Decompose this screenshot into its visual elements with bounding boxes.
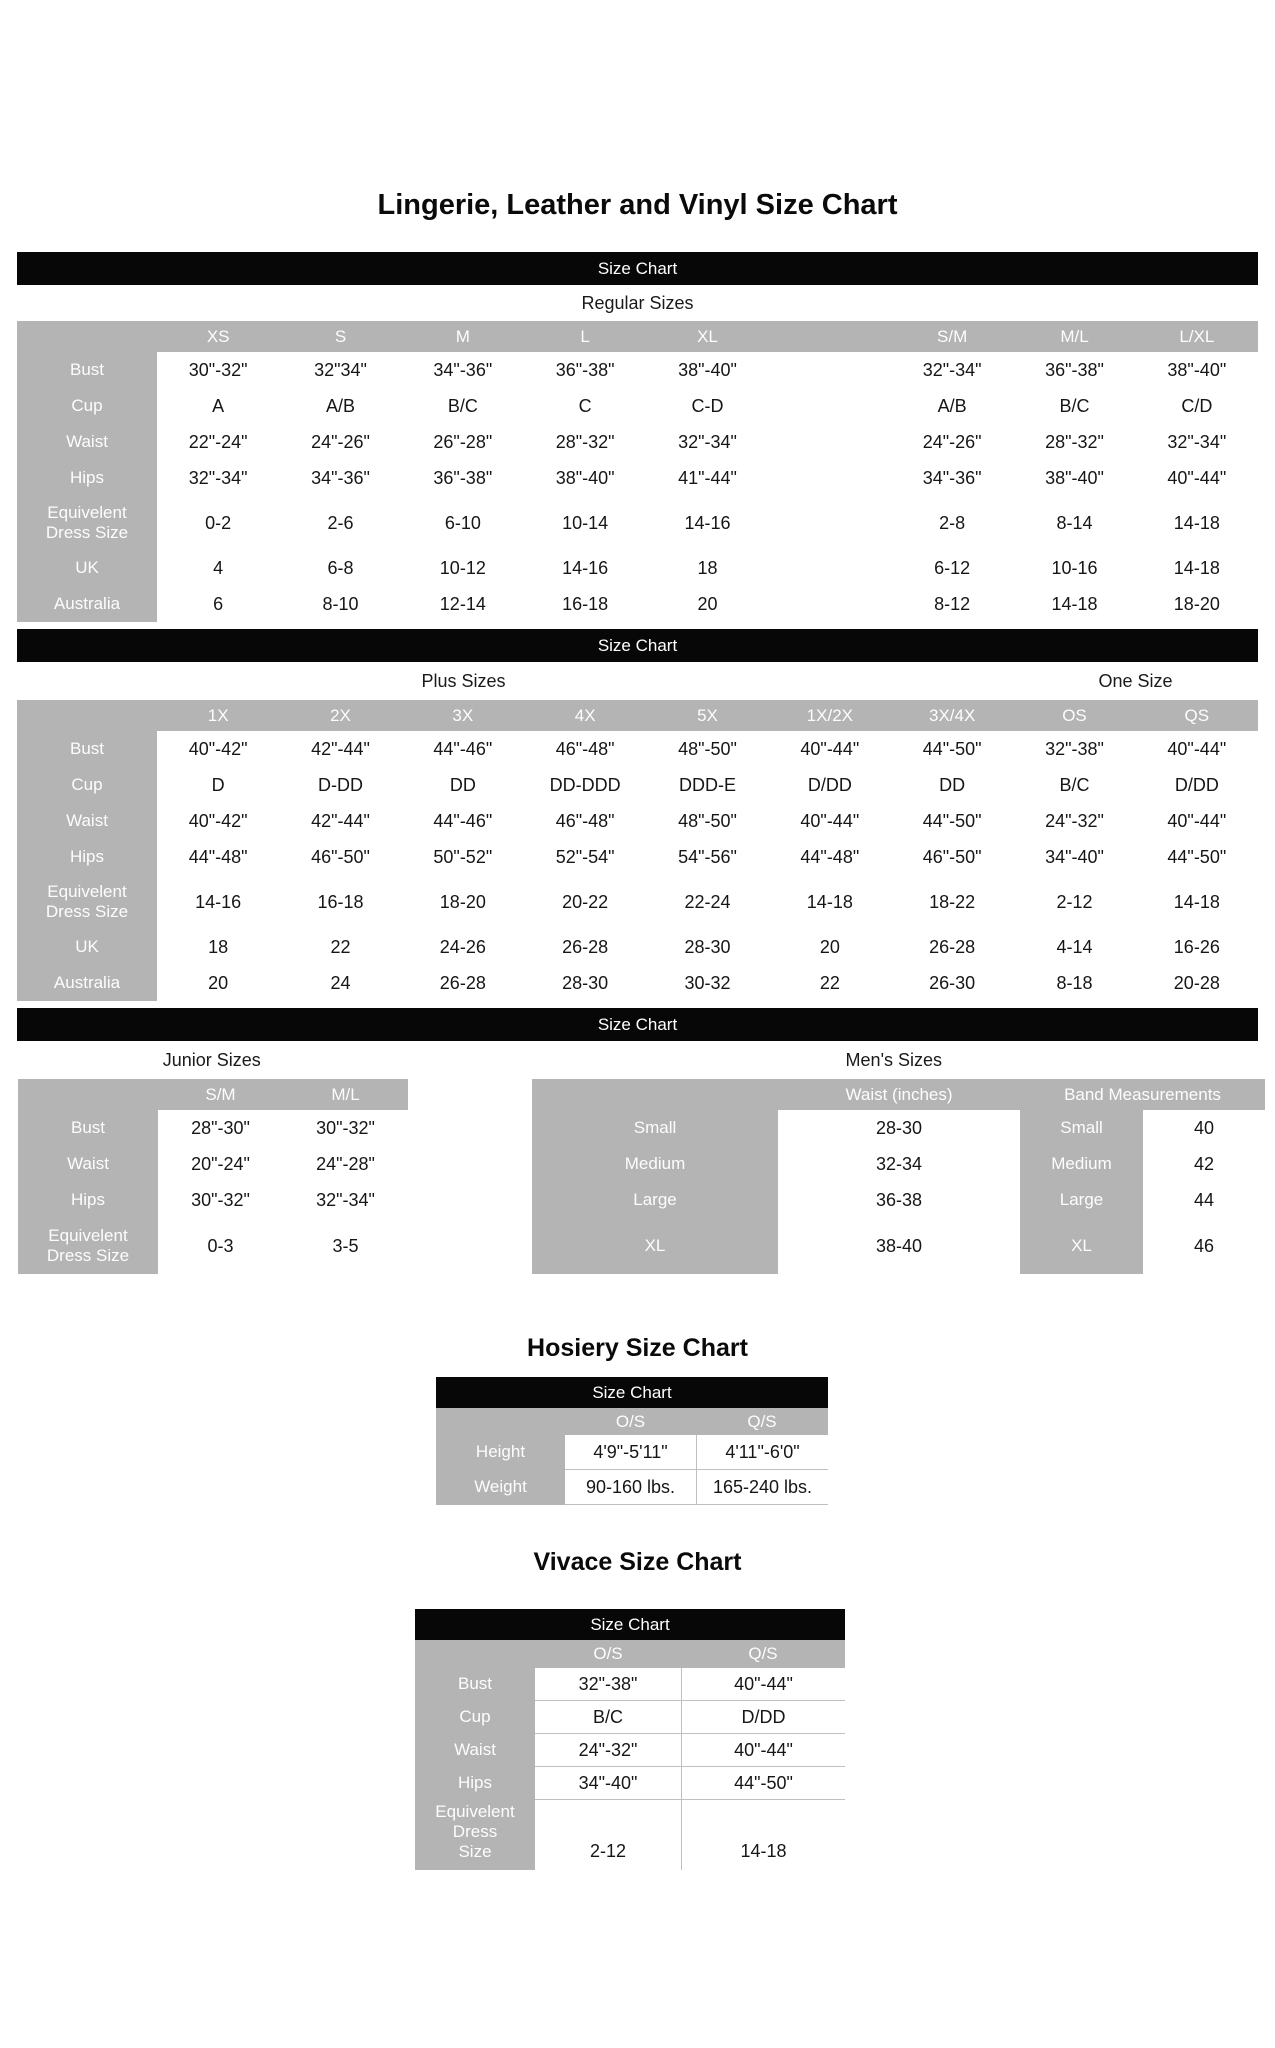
row-label: Equivelent Dress Size [17, 875, 157, 929]
size-cell: 40"-44" [769, 731, 891, 767]
size-cell: 36"-38" [524, 352, 646, 388]
size-cell: 4'9"-5'11" [565, 1435, 696, 1470]
size-cell: 14-18 [1136, 550, 1258, 586]
size-chart-bar: Size Chart [17, 1008, 1258, 1041]
size-cell: 14-18 [1136, 496, 1258, 550]
size-cell: D/DD [769, 767, 891, 803]
row-label: Equivelent Dress Size [17, 496, 157, 550]
size-cell: 14-18 [681, 1800, 845, 1870]
size-cell: 8-10 [279, 586, 401, 622]
size-cell: 22-24 [646, 875, 768, 929]
row-label: Large [532, 1182, 778, 1218]
size-cell: 30"-32" [157, 352, 279, 388]
size-cell: 2-12 [535, 1800, 681, 1870]
size-cell: 20 [157, 965, 279, 1001]
size-cell: 40"-44" [1136, 803, 1258, 839]
size-cell: 6 [157, 586, 279, 622]
size-cell: 165-240 lbs. [696, 1470, 828, 1505]
size-cell: 18 [646, 550, 768, 586]
size-cell: 30-32 [646, 965, 768, 1001]
size-cell: DD-DDD [524, 767, 646, 803]
size-cell: 40"-44" [769, 803, 891, 839]
row-label: UK [17, 929, 157, 965]
size-cell: 2-8 [891, 496, 1013, 550]
column-header: 2X [279, 700, 401, 731]
column-header: OS [1013, 700, 1135, 731]
row-label: Small [532, 1110, 778, 1146]
size-cell: 8-18 [1013, 965, 1135, 1001]
size-cell: 46"-48" [524, 803, 646, 839]
hosiery-table-wrap [436, 1377, 828, 1505]
size-cell: 28-30 [646, 929, 768, 965]
column-header: 5X [646, 700, 768, 731]
size-cell: 26"-28" [402, 424, 524, 460]
size-cell: 4 [157, 550, 279, 586]
row-label: Waist [17, 424, 157, 460]
size-cell: B/C [1013, 767, 1135, 803]
size-cell: 24"-26" [891, 424, 1013, 460]
size-cell: 6-8 [279, 550, 401, 586]
column-header: S/M [158, 1079, 283, 1110]
size-cell: B/C [1013, 388, 1135, 424]
row-label: Waist [415, 1734, 535, 1767]
column-header: Q/S [681, 1640, 845, 1668]
size-cell: 32"-38" [535, 1668, 681, 1701]
size-cell: 8-14 [1013, 496, 1135, 550]
size-cell: 44"-50" [1136, 839, 1258, 875]
column-header: O/S [535, 1640, 681, 1668]
row-label: Weight [436, 1470, 565, 1505]
size-cell: 32"-34" [891, 352, 1013, 388]
size-cell: 3-5 [283, 1218, 408, 1274]
size-cell: D/DD [681, 1701, 845, 1734]
row-label: Height [436, 1435, 565, 1470]
size-cell: 14-16 [646, 496, 768, 550]
size-cell: 41"-44" [646, 460, 768, 496]
size-cell: 38"-40" [646, 352, 768, 388]
size-cell: 22 [769, 965, 891, 1001]
size-cell: 38"-40" [1136, 352, 1258, 388]
column-header: 1X [157, 700, 279, 731]
size-cell: 40"-44" [681, 1734, 845, 1767]
size-cell: 34"-40" [535, 1767, 681, 1800]
size-cell: 40"-42" [157, 803, 279, 839]
plus-sizes-table [17, 700, 1258, 1001]
size-cell: 44"-50" [681, 1767, 845, 1800]
size-cell: 32"-34" [646, 424, 768, 460]
size-cell: B/C [535, 1701, 681, 1734]
size-cell [769, 388, 891, 424]
size-cell: 38"-40" [524, 460, 646, 496]
size-cell: 26-30 [891, 965, 1013, 1001]
column-header: XS [157, 321, 279, 352]
size-chart-bar: Size Chart [436, 1377, 828, 1408]
size-cell: 42"-44" [279, 803, 401, 839]
size-cell: 8-12 [891, 586, 1013, 622]
size-cell: 10-14 [524, 496, 646, 550]
corner-cell [532, 1079, 778, 1110]
size-cell: 6-10 [402, 496, 524, 550]
mens-sizes-label: Men's Sizes [845, 1049, 943, 1070]
regular-sizes-table [17, 321, 1258, 622]
size-cell: 26-28 [402, 965, 524, 1001]
row-label: Large [1020, 1182, 1143, 1218]
size-cell: A/B [891, 388, 1013, 424]
column-header: 3X [402, 700, 524, 731]
row-label: Bust [18, 1110, 158, 1146]
corner-cell [17, 321, 157, 352]
row-label: Hips [18, 1182, 158, 1218]
size-cell: 46 [1143, 1218, 1265, 1274]
page-title: Lingerie, Leather and Vinyl Size Chart [377, 189, 898, 221]
column-header: S/M [891, 321, 1013, 352]
row-label: Australia [17, 965, 157, 1001]
size-cell: 28-30 [524, 965, 646, 1001]
size-cell: 48"-50" [646, 731, 768, 767]
row-label: UK [17, 550, 157, 586]
size-cell: D/DD [1136, 767, 1258, 803]
size-chart-bar: Size Chart [415, 1609, 845, 1640]
size-cell: 2-6 [279, 496, 401, 550]
size-cell: 42 [1143, 1146, 1265, 1182]
size-cell: 22"-24" [157, 424, 279, 460]
size-cell: 44"-46" [402, 803, 524, 839]
size-cell: 16-18 [524, 586, 646, 622]
size-cell: 44"-46" [402, 731, 524, 767]
column-header-waist: Waist (inches) [778, 1079, 1020, 1110]
size-cell: A [157, 388, 279, 424]
regular-sizes-label: Regular Sizes [581, 292, 694, 313]
size-cell: 14-18 [769, 875, 891, 929]
size-cell: 18-22 [891, 875, 1013, 929]
hosiery-title: Hosiery Size Chart [527, 1334, 748, 1362]
size-cell: 26-28 [524, 929, 646, 965]
size-cell: 38"-40" [1013, 460, 1135, 496]
size-cell: 24"-32" [535, 1734, 681, 1767]
size-cell: C/D [1136, 388, 1258, 424]
size-cell: 50"-52" [402, 839, 524, 875]
vivace-title: Vivace Size Chart [533, 1548, 742, 1576]
size-cell: 38-40 [778, 1218, 1020, 1274]
size-cell: DDD-E [646, 767, 768, 803]
row-label: Hips [415, 1767, 535, 1800]
size-cell: 4'11"-6'0" [696, 1435, 828, 1470]
size-cell: 24-26 [402, 929, 524, 965]
size-cell: 18-20 [1136, 586, 1258, 622]
size-cell: 30"-32" [158, 1182, 283, 1218]
row-label: Waist [18, 1146, 158, 1182]
row-label: Medium [532, 1146, 778, 1182]
vivace-size-table [415, 1640, 845, 1870]
row-label: Bust [17, 352, 157, 388]
column-header: M [402, 321, 524, 352]
junior-sizes-table [18, 1079, 408, 1274]
size-cell: 28"-32" [524, 424, 646, 460]
size-cell: 20-28 [1136, 965, 1258, 1001]
junior-sizes-label: Junior Sizes [162, 1049, 261, 1070]
plus-sizes-label: Plus Sizes [421, 670, 506, 691]
row-label: Equivelent Dress Size [18, 1218, 158, 1274]
size-cell: 20 [769, 929, 891, 965]
row-label: Bust [17, 731, 157, 767]
size-cell: 40"-44" [1136, 731, 1258, 767]
size-cell: 44 [1143, 1182, 1265, 1218]
column-header: S [279, 321, 401, 352]
size-cell: 24"-28" [283, 1146, 408, 1182]
size-cell: 44"-50" [891, 731, 1013, 767]
row-label: Hips [17, 460, 157, 496]
junior-mens-section [17, 1079, 1258, 1274]
size-cell: B/C [402, 388, 524, 424]
size-cell: 90-160 lbs. [565, 1470, 696, 1505]
column-header: M/L [283, 1079, 408, 1110]
junior-mens-labels [17, 1041, 1258, 1079]
column-header: 1X/2X [769, 700, 891, 731]
column-header: XL [646, 321, 768, 352]
size-cell: 40"-44" [681, 1668, 845, 1701]
size-cell [769, 496, 891, 550]
size-cell: 4-14 [1013, 929, 1135, 965]
row-label: Hips [17, 839, 157, 875]
size-cell: 14-16 [157, 875, 279, 929]
corner-cell [17, 700, 157, 731]
size-cell: 52"-54" [524, 839, 646, 875]
size-cell: 40"-42" [157, 731, 279, 767]
size-cell: 34"-36" [279, 460, 401, 496]
size-cell: 14-16 [524, 550, 646, 586]
content-area [17, 252, 1258, 1274]
size-cell: 18 [157, 929, 279, 965]
size-cell: 32"-38" [1013, 731, 1135, 767]
column-header: L [524, 321, 646, 352]
size-cell [769, 460, 891, 496]
size-chart-bar: Size Chart [17, 629, 1258, 662]
size-cell [769, 550, 891, 586]
size-cell: 34"-36" [402, 352, 524, 388]
size-cell: 14-18 [1136, 875, 1258, 929]
size-cell: 46"-48" [524, 731, 646, 767]
size-cell: 32-34 [778, 1146, 1020, 1182]
column-header: 4X [524, 700, 646, 731]
row-label: Bust [415, 1668, 535, 1701]
hosiery-size-table [436, 1408, 828, 1505]
size-cell: 10-12 [402, 550, 524, 586]
row-label: Small [1020, 1110, 1143, 1146]
column-header: Q/S [696, 1408, 828, 1435]
size-cell: 36"-38" [1013, 352, 1135, 388]
size-cell: 14-18 [1013, 586, 1135, 622]
size-cell: 40 [1143, 1110, 1265, 1146]
column-header: L/XL [1136, 321, 1258, 352]
size-cell: C [524, 388, 646, 424]
size-chart-bar: Size Chart [17, 252, 1258, 285]
plus-section-labels [17, 662, 1258, 700]
size-cell: A/B [279, 388, 401, 424]
size-cell: 46"-50" [891, 839, 1013, 875]
size-cell: 28"-32" [1013, 424, 1135, 460]
size-cell: D [157, 767, 279, 803]
size-cell: C-D [646, 388, 768, 424]
size-cell: 0-3 [158, 1218, 283, 1274]
column-header [769, 321, 891, 352]
column-header-band: Band Measurements [1020, 1079, 1265, 1110]
vivace-table-wrap [415, 1609, 845, 1870]
row-label: Cup [17, 388, 157, 424]
size-cell [769, 424, 891, 460]
size-cell: 24"-26" [279, 424, 401, 460]
corner-cell [415, 1640, 535, 1668]
row-label: Australia [17, 586, 157, 622]
row-label: Equivelent Dress Size [415, 1800, 535, 1870]
row-label: Medium [1020, 1146, 1143, 1182]
size-cell: 32"-34" [1136, 424, 1258, 460]
column-header: 3X/4X [891, 700, 1013, 731]
size-cell: 36"-38" [402, 460, 524, 496]
corner-cell [436, 1408, 565, 1435]
row-label: Waist [17, 803, 157, 839]
size-cell: 0-2 [157, 496, 279, 550]
size-cell: 24"-32" [1013, 803, 1135, 839]
size-cell: D-DD [279, 767, 401, 803]
column-header: M/L [1013, 321, 1135, 352]
size-cell: 32"-34" [157, 460, 279, 496]
row-label: XL [1020, 1218, 1143, 1274]
size-cell: 10-16 [1013, 550, 1135, 586]
corner-cell [18, 1079, 158, 1110]
size-cell: 44"-50" [891, 803, 1013, 839]
size-cell: 46"-50" [279, 839, 401, 875]
size-cell: 26-28 [891, 929, 1013, 965]
column-header: O/S [565, 1408, 696, 1435]
one-size-label: One Size [1098, 670, 1173, 691]
size-cell: 2-12 [1013, 875, 1135, 929]
size-cell: 42"-44" [279, 731, 401, 767]
size-cell: 44"-48" [769, 839, 891, 875]
size-cell: 22 [279, 929, 401, 965]
size-cell: 36-38 [778, 1182, 1020, 1218]
size-cell: 40"-44" [1136, 460, 1258, 496]
row-label: XL [532, 1218, 778, 1274]
size-cell: 28-30 [778, 1110, 1020, 1146]
size-cell: 30"-32" [283, 1110, 408, 1146]
size-cell: 16-26 [1136, 929, 1258, 965]
size-cell: 32"-34" [283, 1182, 408, 1218]
size-cell: 12-14 [402, 586, 524, 622]
size-cell: 32"34" [279, 352, 401, 388]
column-header: QS [1136, 700, 1258, 731]
size-cell: 18-20 [402, 875, 524, 929]
size-cell: DD [891, 767, 1013, 803]
size-cell: 20-22 [524, 875, 646, 929]
size-cell [769, 352, 891, 388]
size-cell: 34"-40" [1013, 839, 1135, 875]
size-cell: 28"-30" [158, 1110, 283, 1146]
size-cell: 54"-56" [646, 839, 768, 875]
size-cell: DD [402, 767, 524, 803]
size-cell: 34"-36" [891, 460, 1013, 496]
size-cell: 24 [279, 965, 401, 1001]
size-cell: 44"-48" [157, 839, 279, 875]
size-cell: 20 [646, 586, 768, 622]
size-cell: 48"-50" [646, 803, 768, 839]
size-cell [769, 586, 891, 622]
row-label: Cup [415, 1701, 535, 1734]
row-label: Cup [17, 767, 157, 803]
mens-sizes-table [532, 1079, 1265, 1274]
size-cell: 6-12 [891, 550, 1013, 586]
size-cell: 16-18 [279, 875, 401, 929]
size-cell: 20"-24" [158, 1146, 283, 1182]
